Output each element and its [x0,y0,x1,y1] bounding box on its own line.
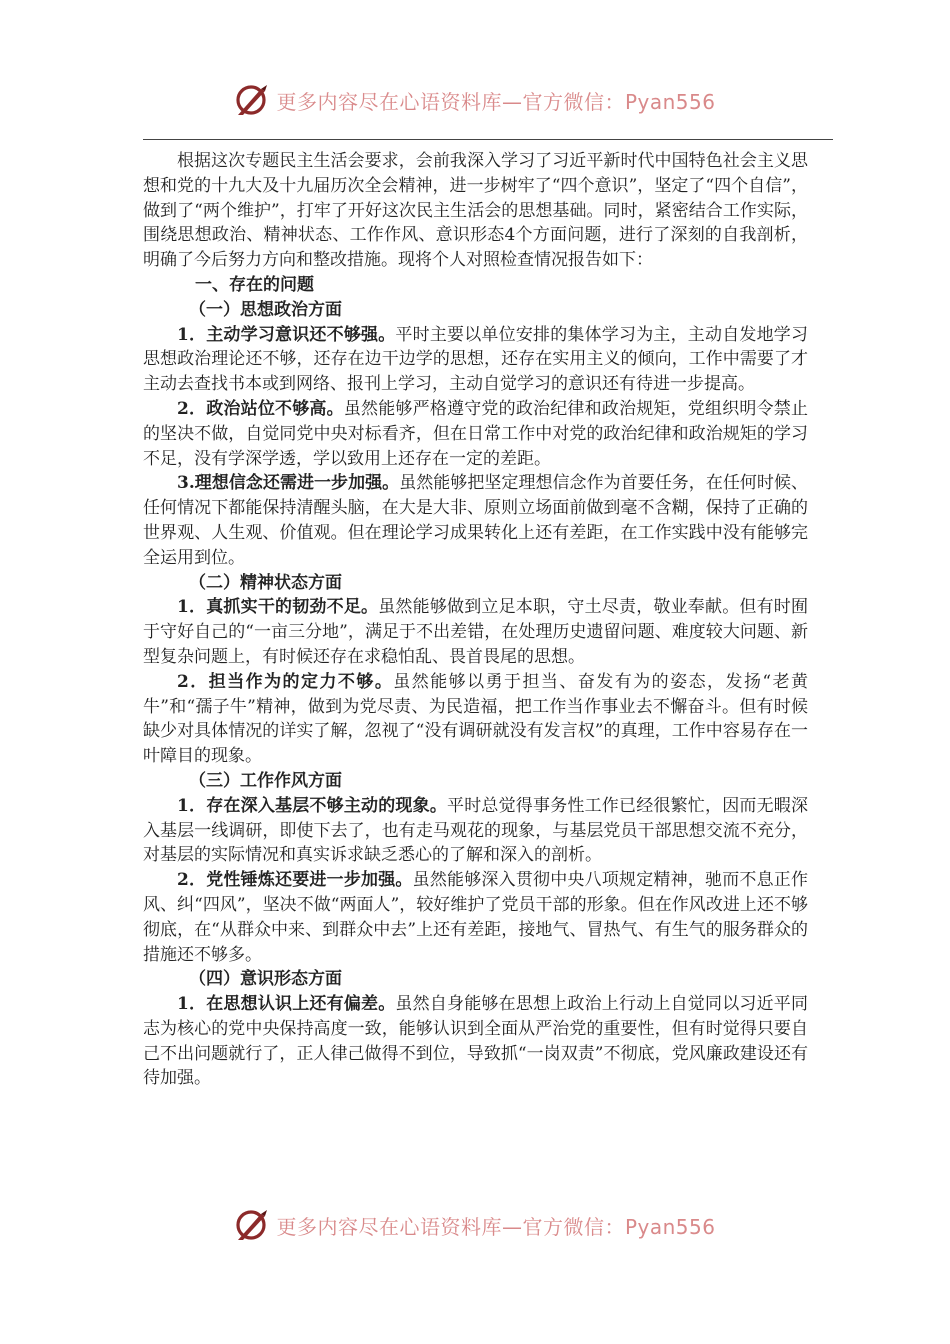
item-heading: 2．政治站位不够高。 [177,398,344,419]
item-heading: 3.理想信念还需进一步加强。 [177,473,400,494]
item-heading: 1．主动学习意识还不够强。 [177,324,396,345]
item-body: 平时总觉得事务性工作已经很繁忙，因而无暇深入基层一线调研，即使下去了，也有走马观花的现象，与基层党员干部思想交流不充分，对基层的实际情况和真实诉求缺乏悉心的了解和深入的剖析。 [143,795,808,866]
document-body [143,149,808,1091]
item-body: 平时主要以单位安排的集体学习为主，主动自发地学习思想政治理论还不够，还存在边干边学的思想，还存在实用主义的倾向，工作中需要了才主动去查找书本或到网络、报刊上学习，主动自觉学习的意识还有待进一步提高。 [143,324,809,395]
subsection-heading: （三）工作作风方面 [189,770,342,791]
brush-pen-logo-icon [234,82,270,118]
item-heading: 2．党性锤炼还要进一步加强。 [177,870,413,891]
banner-content [234,82,715,118]
item-body: 虽然自身能够在思想上政治上行动上自觉同以习近平同志为核心的党中央保持高度一致，能够认识到全面从严治党的重要性，但有时觉得只要自己不出问题就行了，正人律己做得不到位，导致抓“一岗双责”不彻底，党风廉政建设还有待加强。 [143,994,809,1089]
header-divider [143,139,833,140]
problem-item [143,323,808,397]
problem-item [143,670,808,769]
item-body: 虽然能够把坚定理想信念作为首要任务，在任何时候、任何情况下都能保持清醒头脑，在大是大非、原则立场面前做到毫不含糊，保持了正确的世界观、人生观、价值观。但在理论学习成果转化上还有差距，在工作实践中没有能够完全运用到位。 [143,473,809,568]
intro-paragraph: 根据这次专题民主生活会要求，会前我深入学习了习近平新时代中国特色社会主义思想和党的十九大及十九届历次全会精神，进一步树牢了“四个意识”，坚定了“四个自信”，做到了“两个维护”，打牢了开好这次民主生活会的思想基础。同时，紧密结合工作实际，围绕思想政治、精神状态、工作作风、意识形态4个方面问题，进行了深刻的自我剖析，明确了今后努力方向和整改措施。现将个人对照检查情况报告如下： [143,151,808,271]
subsection-heading: （一）思想政治方面 [189,299,342,320]
item-body: 虽然能够深入贯彻中央八项规定精神，驰而不息正作风、纠“四风”，坚决不做“两面人”，较好维护了党员干部的形象。但在作风改进上还不够彻底，在“从群众中来、到群众中去”上还有差距，接地气、冒热气、有生气的服务群众的措施还不够多。 [143,870,809,965]
subsection-heading: （四）意识形态方面 [189,969,342,990]
brush-pen-logo-icon [234,1207,270,1243]
item-heading: 1．在思想认识上还有偏差。 [177,994,396,1015]
subsection-heading: （二）精神状态方面 [189,572,342,593]
item-body: 虽然能够以勇于担当、奋发有为的姿态，发扬“老黄牛”和“孺子牛”精神，做到为党尽责、为民造福，把工作当作事业去不懈奋斗。但有时候缺少对具体情况的详实了解，忽视了“没有调研就没有发言权”的真理，工作中容易存在一叶障目的现象。 [143,671,808,767]
problem-item [143,471,808,570]
problem-item [143,794,808,868]
problem-item [143,595,808,669]
banner-text: 更多内容尽在心语资料库—官方微信：Pyan556 [276,1214,716,1239]
section-heading: 一、存在的问题 [195,274,314,295]
item-heading: 1．存在深入基层不够主动的现象。 [177,795,448,816]
header-banner [0,80,950,120]
problem-item [143,397,808,471]
item-heading: 1．真抓实干的韧劲不足。 [177,597,379,618]
item-body: 虽然能够严格遵守党的政治纪律和政治规矩，党组织明令禁止的坚决不做，自觉同党中央对标看齐，但在日常工作中对党的政治纪律和政治规矩的学习不足，没有学深学透，学以致用上还存在一定的差距。 [143,398,808,469]
footer-banner [0,1205,950,1245]
problem-item [143,992,808,1091]
item-heading: 2．担当作为的定力不够。 [177,671,394,692]
banner-content [234,1207,715,1243]
banner-text: 更多内容尽在心语资料库—官方微信：Pyan556 [276,89,716,114]
problem-item [143,868,808,967]
item-body: 虽然能够做到立足本职，守土尽责，敬业奉献。但有时囿于守好自己的“一亩三分地”，满足于不出差错，在处理历史遗留问题、难度较大问题、新型复杂问题上，有时候还存在求稳怕乱、畏首畏尾的思想。 [143,597,808,667]
